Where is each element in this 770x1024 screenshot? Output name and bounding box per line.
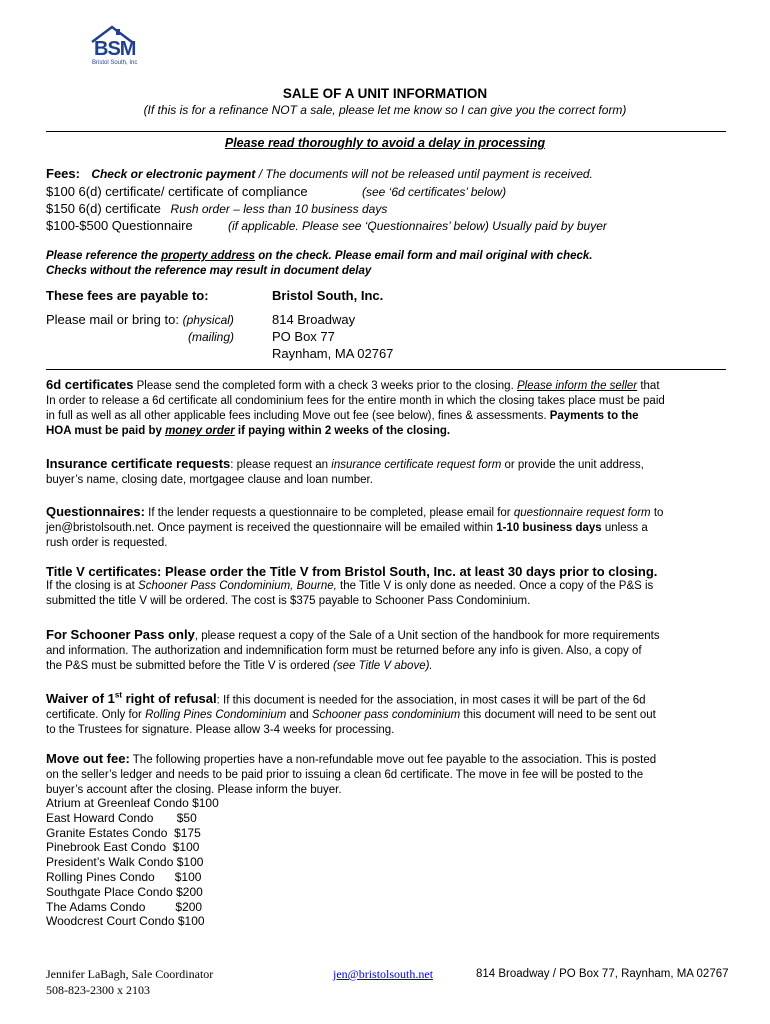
list-item: Atrium at Greenleaf Condo $100 <box>46 796 219 810</box>
footer-phone: 508-823-2300 x 2103 <box>46 983 150 997</box>
payment-note-bold: Check or electronic payment <box>91 167 256 181</box>
waiver-section: Waiver of 1st right of refusal: If this document is needed for the association, in most cases it will be part of the 6d certificate. Only for Rolling Pines Condominium and Schooner pass condominium this document will need to be sent out to the Trustees for signature. Please allow 3-4 weeks for processing. <box>46 691 656 737</box>
footer-email-link[interactable]: jen@bristolsouth.net <box>333 967 434 981</box>
address-line-1: 814 Broadway <box>272 312 356 327</box>
move-out-section: Move out fee: The following properties have a non-refundable move out fee payable to the association. This is posted on the seller’s ledger and needs to be paid prior to issuing a clean 6d certificate. The move in fee will be posted to the buyer’s account after the closing. Please inform the buyer. <box>46 751 657 796</box>
reference-line-1: Please reference the property address on the check. Please email form and mail original with check. <box>46 250 593 262</box>
fees-label: Fees: <box>46 166 80 181</box>
footer-address: 814 Broadway / PO Box 77, Raynham, MA 02767 <box>476 968 729 980</box>
footer-name: Jennifer LaBagh, Sale Coordinator <box>46 967 214 981</box>
reference-line-2: Checks without the reference may result in document delay <box>46 265 372 277</box>
schooner-section: For Schooner Pass only, please request a copy of the Sale of a Unit section of the handbook for more requirements and information. The authorization and indemnification form must be returned before any info is given. Also, a copy of the P&S must be submitted before the Title V is ordered (see Title V above). <box>46 627 660 672</box>
divider <box>46 131 726 132</box>
company-logo <box>88 24 154 68</box>
property-fee-list <box>46 796 219 929</box>
mailing-label: (mailing) <box>188 330 235 344</box>
fees-line <box>46 166 593 181</box>
logo-subtext: Bristol South, Inc <box>92 60 138 66</box>
list-item: Rolling Pines Condo $100 <box>46 869 202 884</box>
list-item: Woodcrest Court Condo $100 <box>46 914 205 929</box>
logo-text: BSM <box>94 38 136 60</box>
six-d-section: 6d certificates Please send the completed form with a check 3 weeks prior to the closing. Please inform the seller that In order to release a 6d certificate all condominium fees for the entire month in which the closing takes place must be paid in full as well as all other applicable fees including Move out fee (see below), fines & assessments. Payments to the HOA must be paid by money order if paying within 2 weeks of the closing. <box>46 377 665 437</box>
address-line-2: PO Box 77 <box>272 329 335 344</box>
fee-item-3: $100-$500 Questionnaire (if applicable. Please see ‘Questionnaires’ below) Usually paid by buyer <box>46 218 607 233</box>
list-item: East Howard Condo $50 <box>46 810 197 825</box>
title-v-section: Title V certificates: Please order the Title V from Bristol South, Inc. at least 30 days prior to closing. If the closing is at Schooner Pass Condominium, Bourne, the Title V is only done as needed. Once a copy of the P&S is submitted the title V will be ordered. The cost is $375 payable to Schooner Pass Condominium. <box>46 564 658 607</box>
divider <box>46 369 726 370</box>
list-item: Pinebrook East Condo $100 <box>46 840 200 855</box>
list-item: Southgate Place Condo $200 <box>46 884 203 899</box>
mail-label: Please mail or bring to: (physical) <box>46 312 234 327</box>
page-title: SALE OF A UNIT INFORMATION <box>282 86 488 101</box>
page-subtitle: (If this is for a refinance NOT a sale, please let me know so I can give you the correct form) <box>143 103 627 117</box>
questionnaires-section: Questionnaires: If the lender requests a questionnaire to be completed, please email for questionnaire request form to jen@bristolsouth.net. Once payment is received the questionnaire will be emailed within 1-10 business days unless a rush order is requested. <box>46 504 664 549</box>
fee-item-2: $150 6(d) certificate Rush order – less than 10 business days <box>46 201 388 216</box>
warning-banner: Please read thoroughly to avoid a delay in processing <box>224 136 546 150</box>
payable-company: Bristol South, Inc. <box>272 288 384 303</box>
insurance-section: Insurance certificate requests: please request an insurance certificate request form or provide the unit address, buyer’s name, closing date, mortgagee clause and loan number. <box>46 456 644 486</box>
list-item: President’s Walk Condo $100 <box>46 855 204 870</box>
list-item: The Adams Condo $200 <box>46 899 203 914</box>
list-item: Granite Estates Condo $175 <box>46 825 201 840</box>
fee-item-1: $100 6(d) certificate/ certificate of compliance (see ‘6d certificates’ below) <box>46 184 507 199</box>
payment-note: / The documents will not be released until payment is received. <box>255 167 593 181</box>
address-line-3: Raynham, MA 02767 <box>272 346 394 361</box>
payable-label: These fees are payable to: <box>46 288 209 303</box>
